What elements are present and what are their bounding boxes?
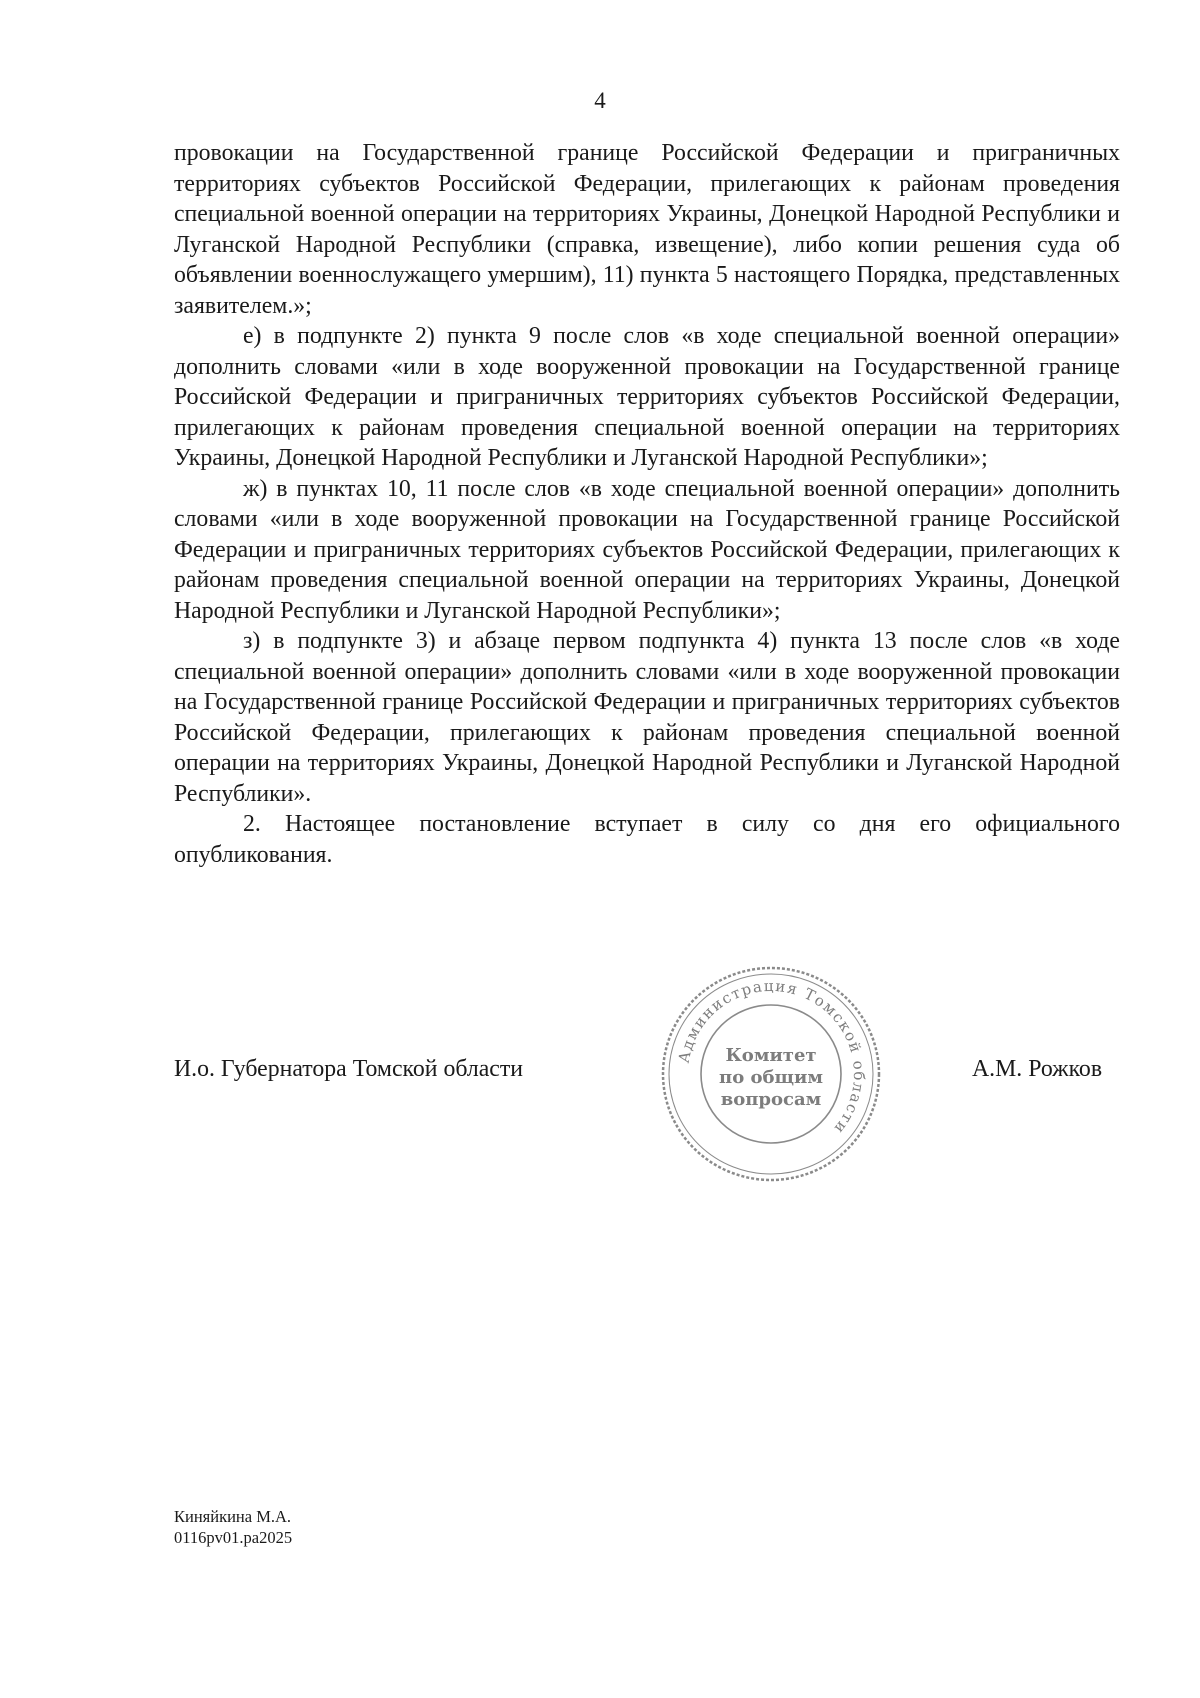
- stamp-line-2: по общим: [719, 1067, 823, 1088]
- document-body: [174, 138, 1120, 870]
- stamp-ring-text: Администрация Томской области: [674, 976, 869, 1139]
- paragraph-item-zh: ж) в пунктах 10, 11 после слов «в ходе специальной военной операции» дополнить словами «или в ходе вооруженной провокации на Государственной границе Российской Федерации и приграничных территориях субъектов Российской Федерации, прилегающих к районам проведения специальной военной операции на территориях Украины, Донецкой Народной Республики и Луганской Народной Республики»;: [174, 475, 1120, 624]
- paragraph-item-e: е) в подпункте 2) пункта 9 после слов «в ходе специальной военной операции» дополнить словами «или в ходе вооруженной провокации на Государственной границе Российской Федерации и приграничных территориях субъектов Российской Федерации, прилегающих к районам проведения специальной военной операции на территориях Украины, Донецкой Народной Республики и Луганской Народной Республики»;: [174, 323, 1120, 471]
- official-stamp: [658, 963, 884, 1185]
- executor-block: [174, 1506, 292, 1548]
- page-number: 4: [594, 88, 606, 113]
- paragraph-continuation: провокации на Государственной границе Российской Федерации и приграничных территориях субъектов Российской Федерации, прилегающих к районам проведения специальной военной операции на территориях Украины, Донецкой Народной Республики и Луганской Народной Республики (справка, извещение), либо копии решения суда об объявлении военнослужащего умершим), 11) пункта 5 настоящего Порядка, представленных заявителем.»;: [174, 140, 1120, 319]
- document-code: 0116pv01.pa2025: [174, 1528, 293, 1547]
- paragraph-effective-date: 2. Настоящее постановление вступает в силу со дня его официального опубликования.: [174, 811, 1120, 868]
- stamp-line-1: Комитет: [725, 1045, 817, 1066]
- stamp-line-3: вопросам: [720, 1089, 822, 1110]
- executor-name: Киняйкина М.А.: [174, 1507, 292, 1526]
- paragraph-item-z: з) в подпункте 3) и абзаце первом подпункта 4) пункта 13 после слов «в ходе специальной военной операции» дополнить словами «или в ходе вооруженной провокации на Государственной границе Российской Федерации и приграничных территориях субъектов Российской Федерации, прилегающих к районам проведения специальной военной операции на территориях Украины, Донецкой Народной Республики и Луганской Народной Республики».: [174, 628, 1120, 807]
- signatory-name: А.М. Рожков: [972, 1056, 1103, 1082]
- signatory-position: И.о. Губернатора Томской области: [174, 1056, 523, 1082]
